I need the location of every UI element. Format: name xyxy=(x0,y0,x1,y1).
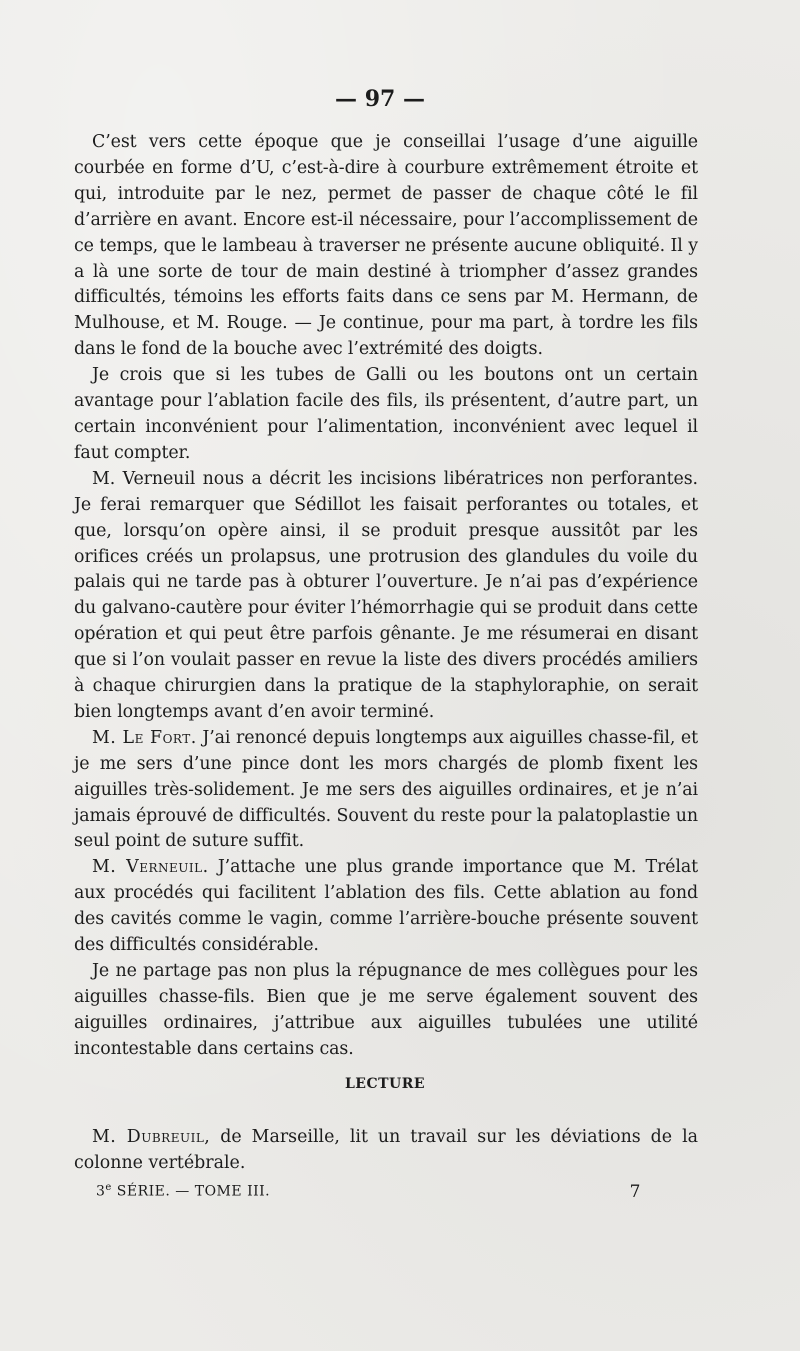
paragraph-3 xyxy=(74,467,698,726)
speaker-name: M. Verneuil. xyxy=(92,857,209,878)
paragraph-1 xyxy=(74,130,698,363)
paragraph-2 xyxy=(74,363,698,467)
paragraph-text: M. Verneuil nous a décrit les incisions libératrices non perforantes. Je ferai remarquer que Sédillot les faisait perforantes ou totales, et que, lorsqu’on opère ainsi, il se produit presque aussitôt par les orifices créés un prolapsus, une protrusion des glandules du voile du palais qui ne tarde pas à obturer l’ouverture. Je n’ai pas d’expérience du galvano-cautère pour éviter l’hémorrhagie qui se produit dans cette opération et qui peut être parfois gênante. Je me résumerai en disant que si l’on voulait passer en revue la liste des divers procédés amiliers à chaque chirurgien dans la pratique de la staphyloraphie, on serait bien longtemps avant d’en avoir terminé. xyxy=(74,468,698,722)
paragraph-4 xyxy=(74,726,698,856)
series-number: 3 xyxy=(96,1183,106,1200)
signature-mark: 7 xyxy=(629,1182,641,1202)
paragraph-6 xyxy=(74,959,698,1063)
paragraph-text: Je ne partage pas non plus la répugnance de mes collègues pour les aiguilles chasse-fils. Bien que je me serve également souvent des aiguilles ordinaires, j’attribue aux aiguilles tubulées une utilité incontestable dans certains cas. xyxy=(74,961,698,1059)
series-label xyxy=(96,1182,270,1200)
paragraph-text: J’attache une plus grande importance que M. Trélat aux procédés qui facilitent l’ablation des fils. Cette ablation au fond des cavités comme le vagin, comme l’arrière-bouche présente souvent des difficultés considérable. xyxy=(74,857,698,956)
paragraph-text: Je crois que si les tubes de Galli ou les boutons ont un certain avantage pour l’ablation facile des fils, ils présentent, d’autre part, un certain inconvénient pour l’alimentation, inconvénient avec lequel il faut compter. xyxy=(74,365,698,463)
series-text: SÉRIE. — TOME III. xyxy=(111,1183,271,1200)
body-text xyxy=(74,130,698,1063)
series-superscript: e xyxy=(105,1182,112,1193)
speaker-name: M. Dubreuil, xyxy=(92,1127,211,1147)
speaker-name: M. Le Fort. xyxy=(92,727,197,748)
paragraph-5 xyxy=(74,855,698,959)
paragraph-text: C’est vers cette époque que je conseillai l’usage d’une aiguille courbée en forme d’U, c’est-à-dire à courbure extrêmement étroite et qui, introduite par le nez, permet de passer de chaque côté le fil d’arrière en avant. Encore est-il nécessaire, pour l’accomplissement de ce temps, que le lambeau à traverser ne présente aucune obliquité. Il y a là une sorte de tour de main destiné à triompher d’assez grandes difficultés, témoins les efforts faits dans ce sens par M. Hermann, de Mulhouse, et M. Rouge. — Je continue, pour ma part, à tordre les fils dans le fond de la bouche avec l’extrémité des doigts. xyxy=(74,132,698,360)
page-number: — 97 — xyxy=(335,86,425,112)
section-body xyxy=(74,1124,698,1176)
section-heading: LECTURE xyxy=(344,1076,426,1092)
paragraph-text: de Marseille, lit un travail sur les déviations de la colonne vertébrale. xyxy=(74,1127,698,1173)
paragraph-lecture xyxy=(74,1124,698,1176)
paragraph-text: J’ai renoncé depuis longtemps aux aiguilles chasse-fil, et je me sers d’une pince dont les mors chargés de plomb fixent les aiguilles très-solidement. Je me sers des aiguilles ordinaires, et je n’ai jamais éprouvé de difficultés. Souvent du reste pour la palatoplastie un seul point de suture suffit. xyxy=(74,727,698,852)
